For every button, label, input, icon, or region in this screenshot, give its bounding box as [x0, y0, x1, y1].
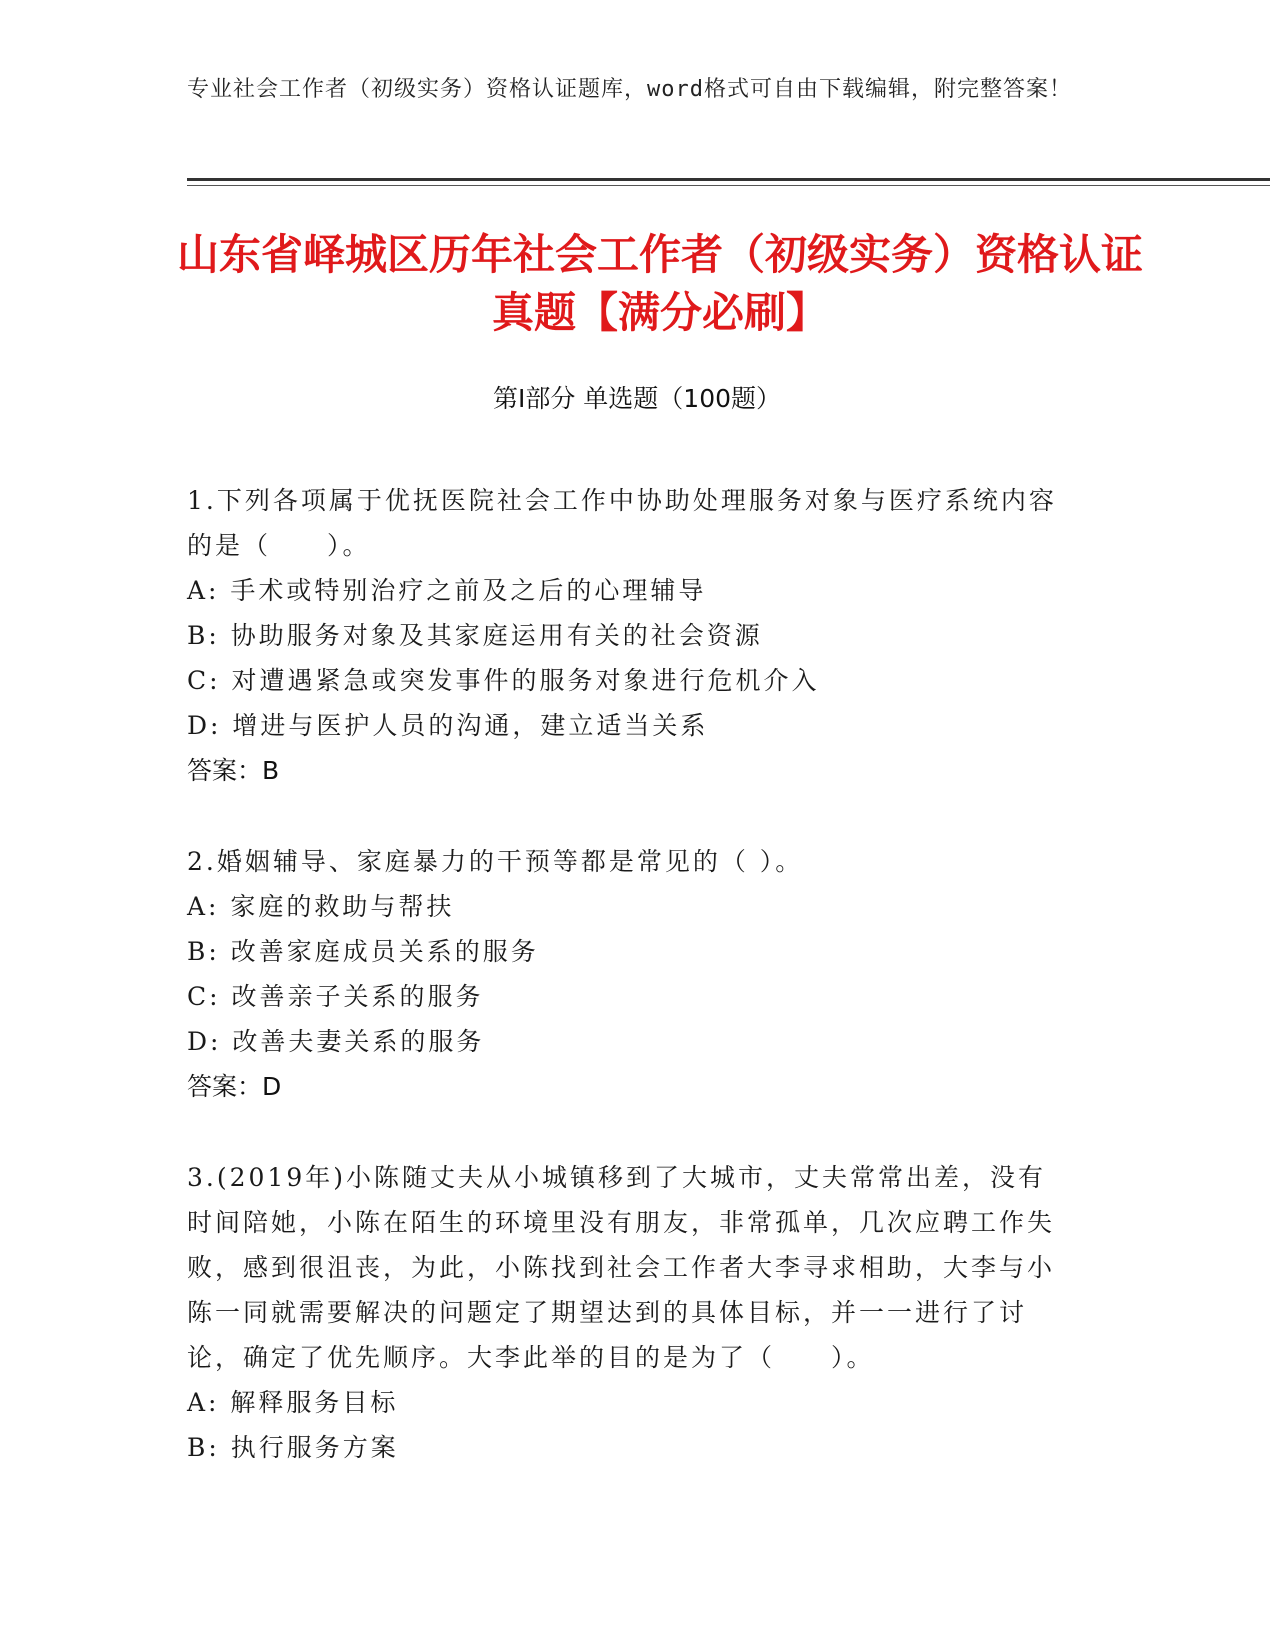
option-a: A: 解释服务目标 — [187, 1388, 399, 1417]
option-c: C: 改善亲子关系的服务 — [187, 982, 484, 1011]
option-d: D: 改善夫妻关系的服务 — [187, 1027, 485, 1056]
option-a: A: 手术或特别治疗之前及之后的心理辅导 — [187, 576, 707, 605]
question-item — [187, 478, 1067, 793]
question-stem: 1.下列各项属于优抚医院社会工作中协助处理服务对象与医疗系统内容的是（ ）。 — [187, 486, 1057, 560]
option-d: D: 增进与医护人员的沟通，建立适当关系 — [187, 711, 709, 740]
question-stem: 2.婚姻辅导、家庭暴力的干预等都是常见的（ ）。 — [187, 847, 804, 876]
header-divider-thin — [187, 185, 1270, 186]
option-b: B: 改善家庭成员关系的服务 — [187, 937, 539, 966]
option-b: B: 协助服务对象及其家庭运用有关的社会资源 — [187, 621, 763, 650]
option-b: B: 执行服务方案 — [187, 1433, 399, 1462]
option-c: C: 对遭遇紧急或突发事件的服务对象进行危机介入 — [187, 666, 820, 695]
header-note: 专业社会工作者（初级实务）资格认证题库，word格式可自由下载编辑，附完整答案！ — [187, 77, 1072, 102]
header-divider-thick — [187, 178, 1270, 181]
answer-line: 答案：D — [187, 1072, 282, 1101]
question-stem: 3.(2019年)小陈随丈夫从小城镇移到了大城市，丈夫常常出差，没有时间陪她，小陈在陌生的环境里没有朋友，非常孤单，几次应聘工作失败，感到很沮丧，为此，小陈找到社会工作者大李寻求相助，大李与小陈一同就需要解决的问题定了期望达到的具体目标，并一一进行了讨论，确定了优先顺序。大李此举的目的是为了（ ）。 — [187, 1163, 1056, 1372]
answer-line: 答案：B — [187, 756, 280, 785]
document-title: 山东省峄城区历年社会工作者（初级实务）资格认证真题【满分必刷】 — [176, 230, 1143, 337]
section-title: 第I部分 单选题（100题） — [492, 384, 782, 413]
option-a: A: 家庭的救助与帮扶 — [187, 892, 455, 921]
question-list — [187, 478, 1067, 1516]
question-item — [187, 1155, 1067, 1470]
question-item — [187, 839, 1067, 1109]
